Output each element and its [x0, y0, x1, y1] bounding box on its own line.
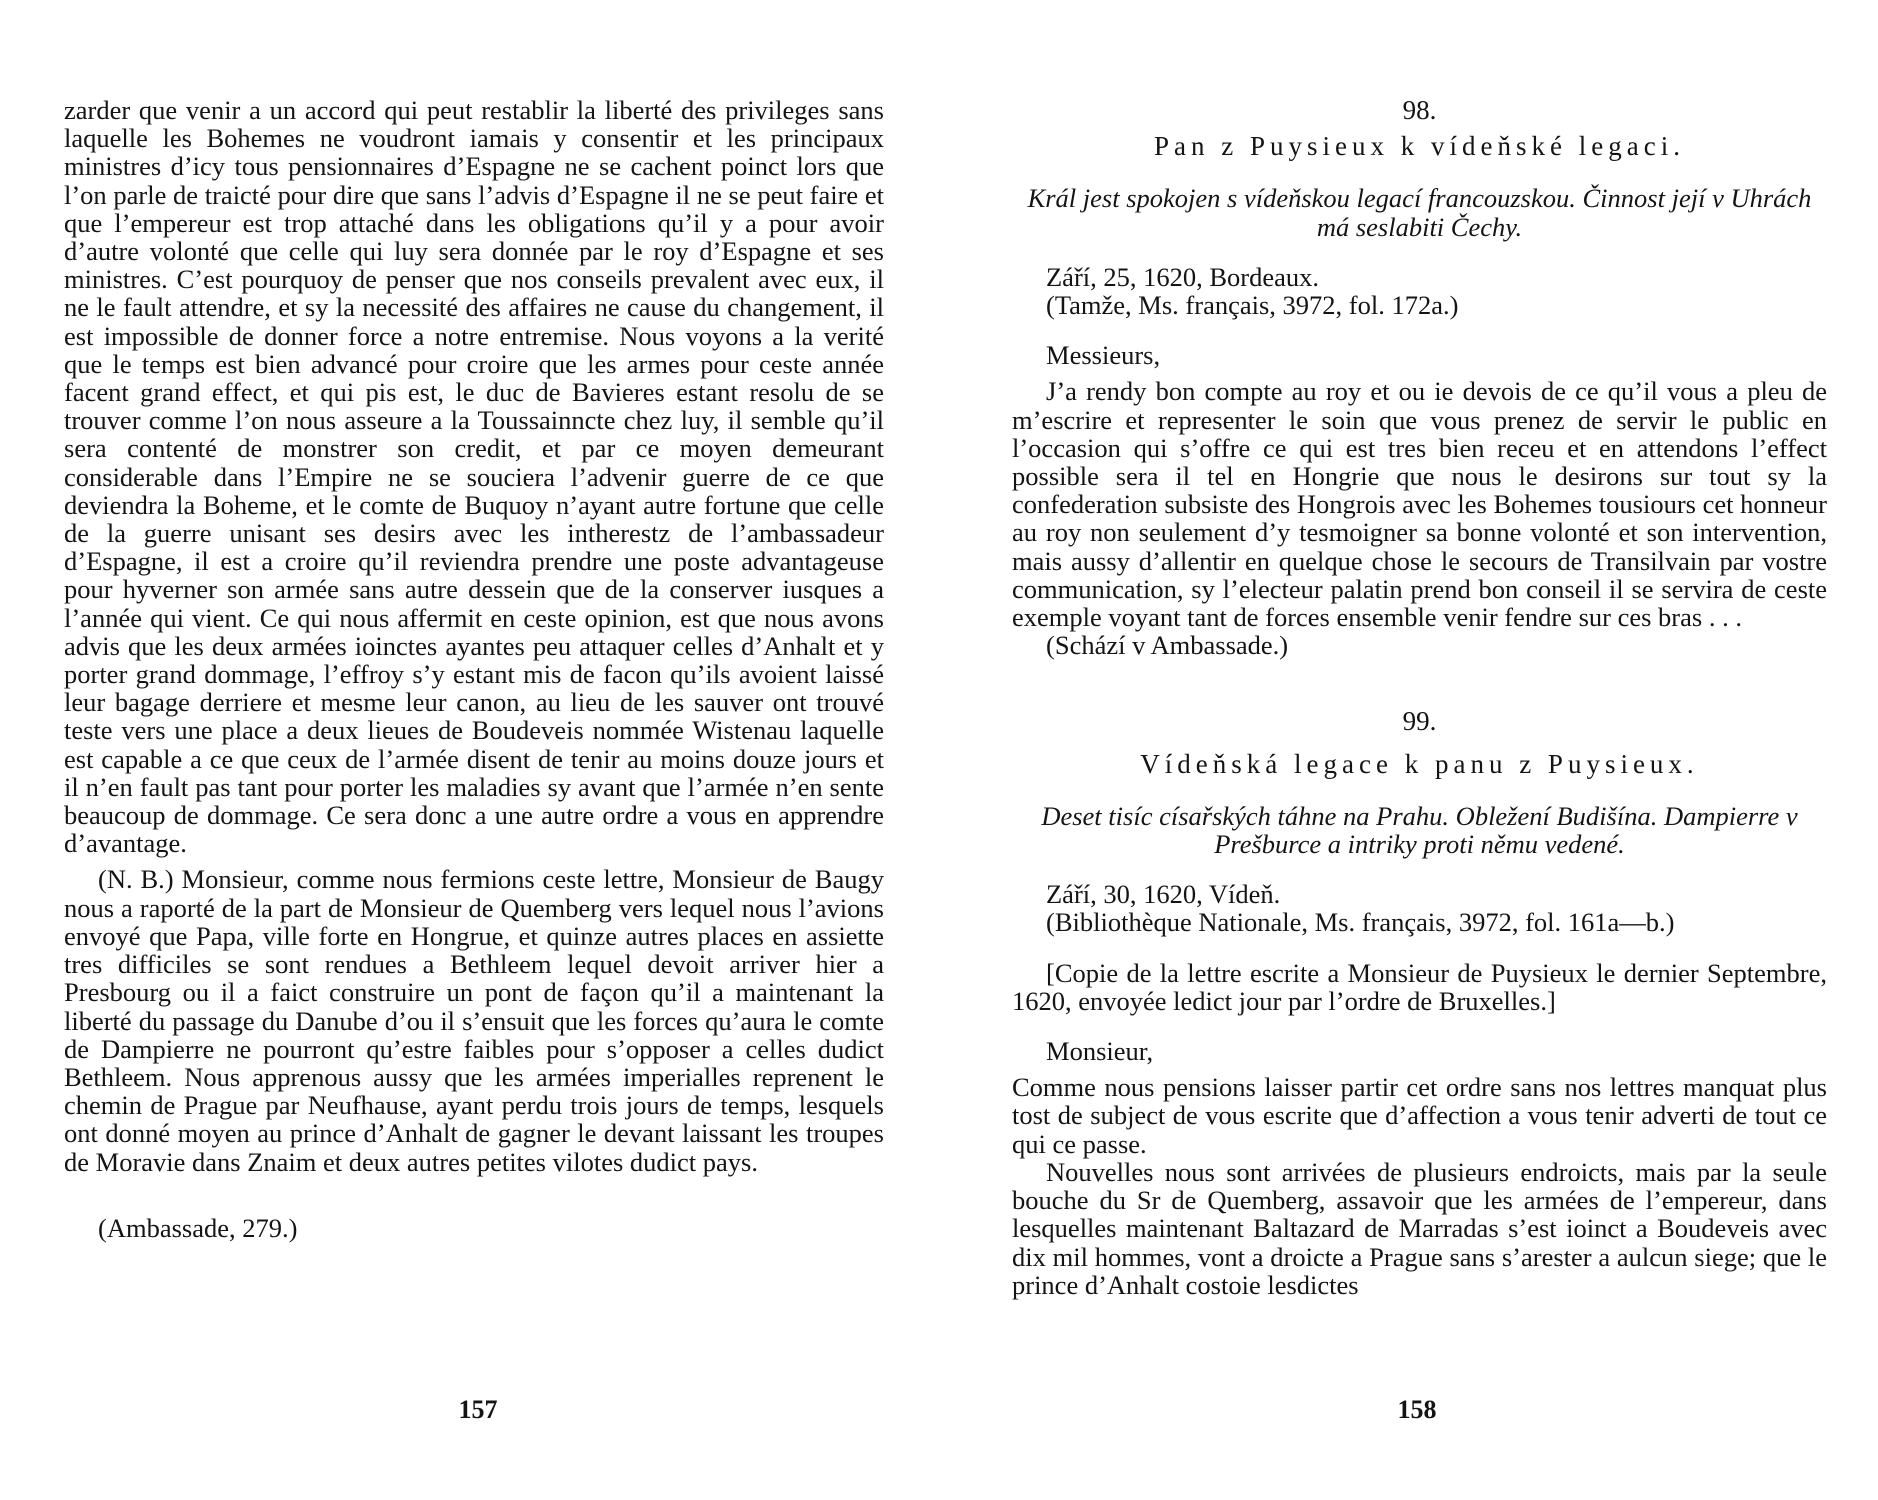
- document-summary: Král jest spokojen s vídeňskou legací francouzskou. Činnost její v Uhrách má seslabiti Čechy.: [1027, 183, 1812, 242]
- letter-paragraph: Nouvelles nous sont arrivées de plusieurs endroicts, mais par la seule bouche du Sr de Quemberg, assavoir que les armées de l’empereur, dans lesquelles maintenant Baltazard de Marradas s’est ioinct a Boudeveis avec dix mil hommes, vont a droicte a Prague sans s’arester a aulcun siege; que le prince d’Anhalt costoie lesdictes: [1012, 1156, 1827, 1300]
- document-summary: Deset tisíc císařských táhne na Prahu. Obležení Budišína. Dampierre v Prešburce a intriky proti němu vedené.: [1041, 800, 1798, 860]
- postscript-paragraph: (N. B.) Monsieur, comme nous fermions ceste lettre, Monsieur de Baugy nous a raporté de la part de Monsieur de Quemberg vers lequel nous l’avions envoyé que Papa, ville forte en Hongrue, et quinze autres places en assiette tres difficiles se sont rendues a Bethleem lequel devoit arriver hier a Presbourg ou il a faict construire un pont de façon qu’il a maintenant la liberté du passage du Danube d’ou il s’ensuit que les forces qu’aura le comte de Dampierre ne pourront qu’estre faibles pour s’opposer a celles dudict Bethleem. Nous apprenous aussy que les armées imperialles reprenent le chemin de Prague par Neufhause, ayant perdu trois jours de temps, lesquels ont donné moyen au prince d’Anhalt de gagner le devant laissant les troupes de Moravie dans Znaim et deux autres petites vilotes dudict pays.: [64, 864, 884, 1177]
- page-number-right: 158: [1397, 1395, 1437, 1424]
- source-line: (Bibliothèque Nationale, Ms. français, 3972, fol. 161a—b.): [1046, 907, 1675, 938]
- salutation: Monsieur,: [1046, 1036, 1154, 1067]
- archive-reference: (Ambassade, 279.): [98, 1212, 298, 1243]
- right-page: [939, 0, 1878, 1500]
- source-line: (Tamže, Ms. français, 3972, fol. 172a.): [1046, 290, 1459, 321]
- date-line: Září, 30, 1620, Vídeň.: [1046, 879, 1281, 910]
- letter-body: J’a rendy bon compte au roy et ou ie devois de ce qu’il vous a pleu de m’escrire et representer le soin que vous prenez de servir le public en l’occasion qui s’offre ce qui est tres bien receu et en attendons l’effect possible sera il tel en Hongrie que nous le desirons sur tout sy la confederation subsiste des Hongrois avec les Bohemes tousiours cet honneur au roy non seulement d’y tesmoigner sa bonne volonté et son intervention, mais aussy d’allentir en quelque chose le secours de Transilvain par vostre communication, sy l’electeur palatin prend bon conseil il se servira de ceste exemple voyant tant de forces ensemble venir fendre sur ces bras . . .: [1012, 376, 1827, 633]
- left-text-column: [64, 96, 884, 1242]
- letter-continuation-paragraph: zarder que venir a un accord qui peut restablir la liberté des privileges sans laquelle les Bohemes ne voudront iamais y consentir et les principaux ministres d’icy tous pensionnaires d’Espagne ne se cachent poinct lors que l’on parle de traicté pour dire que sans l’advis d’Espagne il ne se peut faire et que l’empereur est trop attaché dans les obligations qu’il y a pour avoir d’autre volonté que celle qui luy sera donnée par le roy d’Espagne et ses ministres. C’est pourquoy de penser que nos conseils prevalent avec eux, il ne le fault attendre, et sy la necessité des affaires ne cause du changement, il est impossible de donner force a notre entremise. Nous voyons a la verité que le temps est bien advancé pour croire que les armes pour ceste année facent grand effect, et qui pis est, le duc de Bavieres estant resolu de se trouver comme l’on nous asseure a la Toussainncte chez luy, il semble qu’il sera contenté de monstrer son credit, et par ce moyen demeurant considerable dans l’Empire ne se souciera l’advenir guerre de ce que deviendra la Boheme, et le comte de Buquoy n’ayant autre fortune que celle de la guerre unisant ses desirs avec les intherestz de l’ambassadeur d’Espagne, il est a croire qu’il reviendra prendre une poste advantageuse pour hyverner son armée sans autre dessein que de la conserver iusques a l’année qui vient. Ce qui nous affermit en ceste opinion, est que nous avons advis que les deux armées ioinctes ayantes peu attaquer celles d’Anhalt et y porter grand dommage, l’effroy s’y estant mis de facon qu’ils avoient laissé leur bagage derriere et mesme leur canon, au lieu de les sauver ont trouvé teste vers une place a deux lieues de Boudeveis nommée Wistenau laquelle est capable a ce que ceux de l’armée disent de tenir au moins douze jours et il n’en fault pas tant pour porter les maladies sy avant que l’armée n’en sente beaucoup de dommage. Ce sera donc a une autre ordre a vous en apprendre d’avantage.: [64, 95, 884, 859]
- document-number: 98.: [1402, 95, 1437, 125]
- source-note: (Schází v Ambassade.): [1046, 630, 1289, 661]
- salutation: Messieurs,: [1046, 340, 1161, 371]
- date-line: Září, 25, 1620, Bordeaux.: [1046, 261, 1320, 292]
- document-number: 99.: [1402, 706, 1437, 737]
- right-text-column: [1012, 96, 1827, 1299]
- letter-paragraph: Comme nous pensions laisser partir cet ordre sans nos lettres manquat plus tost de subject de vous escrite que d’affection a vous tenir adverti de tout ce qui ce passe.: [1012, 1072, 1827, 1159]
- document-heading: Pan z Puysieux k vídeňské legaci.: [1154, 131, 1685, 162]
- document-99: [1012, 707, 1827, 1298]
- document-98: [1012, 96, 1827, 659]
- copy-note: [Copie de la lettre escrite a Monsieur de Puysieux le dernier Septembre, 1620, envoyée ledict jour par l’ordre de Bruxelles.]: [1012, 957, 1827, 1016]
- document-heading: Vídeňská legace k panu z Puysieux.: [1140, 748, 1699, 779]
- page-number-left: 157: [458, 1395, 498, 1424]
